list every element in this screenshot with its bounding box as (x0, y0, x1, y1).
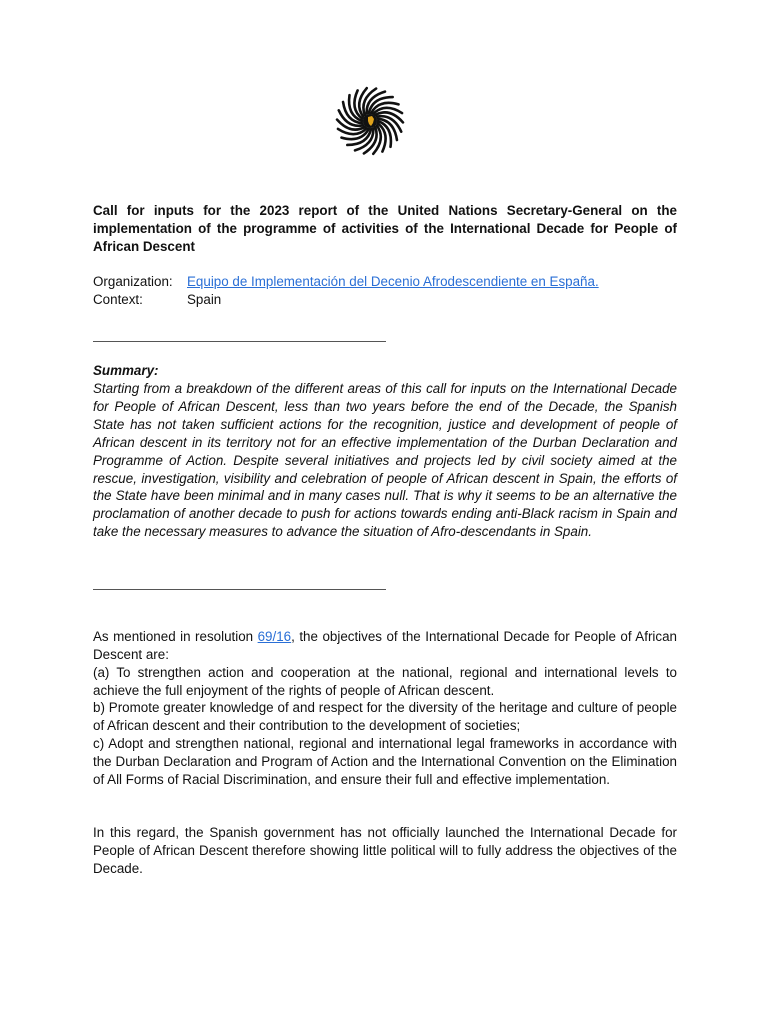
organization-row (93, 273, 599, 291)
context-row (93, 291, 221, 309)
logo (335, 86, 405, 156)
separator-line (93, 589, 386, 590)
objectives-intro-after: , the objectives of the International Decade for People of African Descent are: (93, 629, 677, 662)
organization-label: Organization: (93, 274, 173, 289)
resolution-link[interactable]: 69/16 (257, 629, 292, 644)
spiral-africa-logo-icon (335, 86, 405, 156)
objective-b: b) Promote greater knowledge of and respect for the diversity of the heritage and culture of people of African descent and their contribution to the development of societies; (93, 700, 677, 733)
organization-link[interactable]: Equipo de Implementación del Decenio Afrodescendiente en España. (187, 274, 599, 289)
objectives-intro-before: As mentioned in resolution (93, 629, 258, 644)
objective-c: c) Adopt and strengthen national, regional and international legal frameworks in accordance with the Durban Declaration and Program of Action and the International Convention on the Elimination of All Forms of Racial Discrimination, and ensure their full and effective implementation. (93, 736, 677, 787)
separator-line (93, 341, 386, 342)
document-title: Call for inputs for the 2023 report of the United Nations Secretary-General on the implementation of the programme of activities of the International Decade for People of African Descent (93, 203, 677, 254)
conclusion-paragraph: In this regard, the Spanish government has not officially launched the International Decade for People of African Descent therefore showing little political will to fully address the objectives of the Decade. (93, 825, 677, 876)
objectives-intro (93, 628, 677, 664)
summary-heading: Summary: (93, 363, 159, 378)
context-label: Context: (93, 292, 143, 307)
summary-text: Starting from a breakdown of the different areas of this call for inputs on the International Decade for People of African Descent, less than two years before the end of the Decade, the Spanish State has not taken sufficient actions for the recognition, justice and development of people of African descent in its territory not for an effective implementation of the Durban Declaration and Programme of Action. Despite several initiatives and projects led by civil society aimed at the rescue, investigation, visibility and celebration of people of African descent in Spain, the efforts of the State have been minimal and in many cases null. That is why it seems to be an alternative the proclamation of another decade to push for actions towards ending anti-Black racism in Spain and take the necessary measures to advance the situation of Afro-descendants in Spain. (93, 381, 677, 540)
context-value: Spain (187, 292, 222, 307)
objective-a: (a) To strengthen action and cooperation at the national, regional and international levels to achieve the full enjoyment of the rights of people of African descent. (93, 665, 677, 698)
